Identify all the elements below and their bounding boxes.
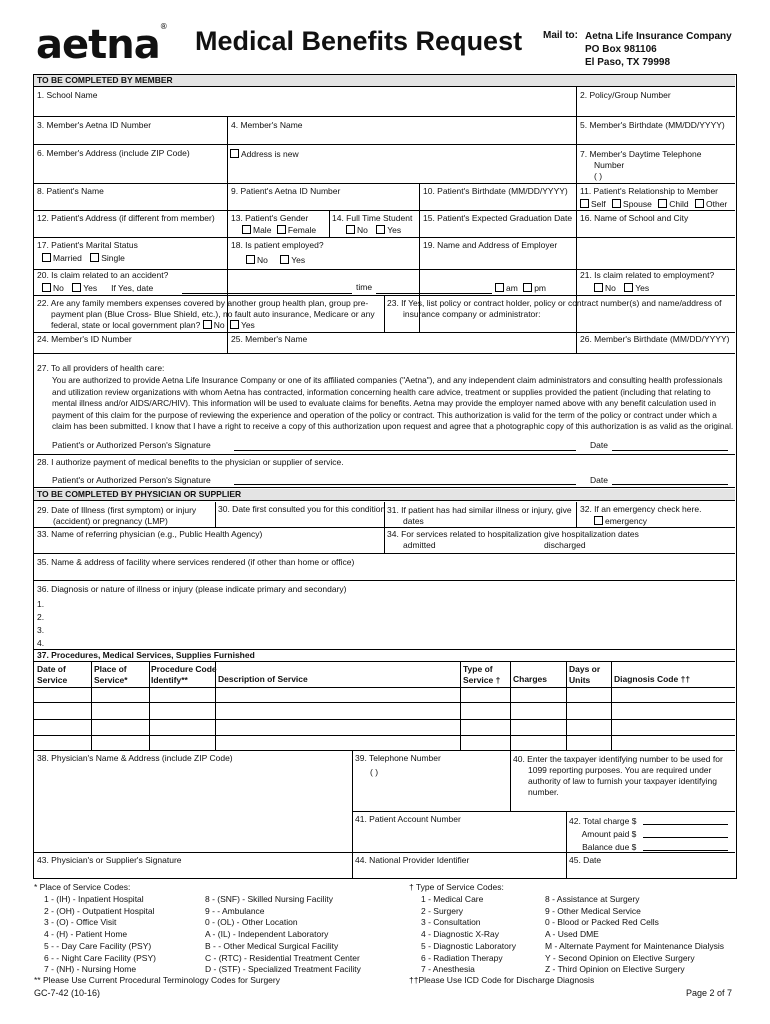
field-graduation-date[interactable]: 15. Patient's Expected Graduation Date xyxy=(423,213,573,223)
field-employer[interactable]: 19. Name and Address of Employer xyxy=(423,240,558,250)
section-physician-title: TO BE COMPLETED BY PHYSICIAN OR SUPPLIER xyxy=(37,489,242,499)
field-member-birthdate[interactable]: 5. Member's Birthdate (MM/DD/YYYY) xyxy=(580,120,725,130)
checkbox-icon[interactable] xyxy=(495,283,504,292)
field-patient-employed: 18. Is patient employed? xyxy=(231,240,324,250)
checkbox-icon[interactable] xyxy=(242,225,251,234)
checkbox-emergency[interactable]: emergency xyxy=(594,516,647,527)
field-school-name[interactable]: 1. School Name xyxy=(37,90,98,100)
checkbox-icon[interactable] xyxy=(594,283,603,292)
checkbox-icon[interactable] xyxy=(523,283,532,292)
col-days-units: Days or Units xyxy=(569,664,601,685)
field-patient-address[interactable]: 12. Patient's Address (if different from member) xyxy=(37,213,215,223)
field-member-id-2[interactable]: 24. Member's ID Number xyxy=(37,334,132,344)
gender-options[interactable]: Male Female xyxy=(242,225,316,236)
pos-codes-col1: 1 - (IH) - Inpatient Hospital 2 - (OH) - Outpatient Hospital 3 - (O) - Office Visit 4 - (H) - Patient Home 5 - - Day Care Facility (PSY) 6 - - Night Care Facility (PSY) 7 - (NH) - Nursing Home xyxy=(44,894,156,975)
field-patient-name[interactable]: 8. Patient's Name xyxy=(37,186,104,196)
field-patient-birthdate[interactable]: 10. Patient's Birthdate (MM/DD/YYYY) xyxy=(423,186,568,196)
total-charge-line[interactable] xyxy=(643,824,728,825)
checkbox-icon[interactable] xyxy=(246,255,255,264)
col-diagnosis-code: Diagnosis Code †† xyxy=(614,674,691,684)
pos-codes-title: * Place of Service Codes: xyxy=(34,882,131,892)
col-type-of-service: Type of Service † xyxy=(463,664,501,685)
mailing-address: Aetna Life Insurance Company PO Box 981106 El Paso, TX 79998 xyxy=(585,31,732,68)
date-line-1[interactable] xyxy=(612,450,728,451)
date-label-1: Date xyxy=(590,440,608,450)
checkbox-icon[interactable] xyxy=(658,199,667,208)
field-other-policy[interactable]: 23. If Yes, list policy or contract holder, policy or contract number(s) and name/address of insurance company or administrator: xyxy=(387,298,722,319)
field-telephone: 39. Telephone Number xyxy=(355,753,441,763)
tos-codes-title: † Type of Service Codes: xyxy=(409,882,504,892)
page-number: Page 2 of 7 xyxy=(686,988,733,998)
balance-due-line[interactable] xyxy=(643,850,728,851)
field-full-time-student: 14. Full Time Student xyxy=(332,213,413,223)
checkbox-icon[interactable] xyxy=(624,283,633,292)
field-emergency: 32. If an emergency check here. xyxy=(580,504,702,514)
signature-line-2[interactable] xyxy=(234,484,576,485)
charges-summary: 42. Total charge $ Amount paid $ Balance due $ xyxy=(569,816,637,852)
signature-label-2: Patient's or Authorized Person's Signature xyxy=(52,475,211,485)
field-taxpayer-id[interactable]: 40. Enter the taxpayer identifying number to be used for 1099 reporting purposes. You are required under authority of law to furnish your taxpayer identifying number. xyxy=(513,754,723,797)
field-account-number[interactable]: 41. Patient Account Number xyxy=(355,814,461,824)
signature-label-1: Patient's or Authorized Person's Signature xyxy=(52,440,211,450)
procedures-heading: 37. Procedures, Medical Services, Supplies Furnished xyxy=(37,650,255,660)
field-other-coverage: 22. Are any family members expenses covered by another group health plan, group pre- payment plan (Blue Cross- Blue Shield, etc.), no fault auto insurance, Medicare or any federal, state or local government plan? No Yes xyxy=(37,298,375,330)
accident-time-line[interactable] xyxy=(376,293,492,294)
checkbox-icon[interactable] xyxy=(42,283,51,292)
relationship-options[interactable]: Self Spouse Child Other xyxy=(580,199,727,210)
field-member-id[interactable]: 3. Member's Aetna ID Number xyxy=(37,120,152,130)
field-hospitalization: 34. For services related to hospitalization give hospitalization dates xyxy=(387,529,639,539)
field-member-name-2[interactable]: 25. Member's Name xyxy=(231,334,308,344)
authorization-heading: 27. To all providers of health care: xyxy=(37,363,165,373)
field-physician-signature[interactable]: 43. Physician's or Supplier's Signature xyxy=(37,855,182,865)
accident-time-label: time xyxy=(356,282,373,292)
checkbox-icon[interactable] xyxy=(580,199,589,208)
checkbox-icon[interactable] xyxy=(230,320,239,329)
ampm-options[interactable]: am pm xyxy=(495,283,546,294)
date-line-2[interactable] xyxy=(612,484,728,485)
field-referring-physician[interactable]: 33. Name of referring physician (e.g., Public Health Agency) xyxy=(37,529,263,539)
col-description: Description of Service xyxy=(218,674,308,684)
field-npi[interactable]: 44. National Provider Identifier xyxy=(355,855,470,865)
checkbox-icon[interactable] xyxy=(277,225,286,234)
tos-codes-col2: 8 - Assistance at Surgery 9 - Other Medical Service 0 - Blood or Packed Red Cells A - Used DME M - Alternate Payment for Maintenance Dialysis Y - Second Opinion on Elective Surgery Z - Third Opinion on Elective Surgery xyxy=(545,894,725,975)
field-policy-number[interactable]: 2. Policy/Group Number xyxy=(580,90,671,100)
date-label-2: Date xyxy=(590,475,608,485)
checkbox-address-new[interactable]: Address is new xyxy=(230,149,299,160)
field-diagnosis[interactable]: 36. Diagnosis or nature of illness or injury (please indicate primary and secondary) xyxy=(37,584,347,594)
form-code: GC-7-42 (10-16) xyxy=(34,988,101,998)
hospital-admitted[interactable]: admitted xyxy=(403,540,436,550)
tos-note: ††Please Use ICD Code for Discharge Diagnosis xyxy=(409,975,595,985)
field-employment-related: 21. Is claim related to employment? xyxy=(580,270,715,280)
checkbox-icon[interactable] xyxy=(72,283,81,292)
checkbox-icon[interactable] xyxy=(346,225,355,234)
mail-to-label: Mail to: xyxy=(543,30,578,41)
checkbox-icon[interactable] xyxy=(42,253,51,262)
form-title: Medical Benefits Request xyxy=(195,26,523,56)
telephone-input[interactable]: ( ) xyxy=(370,767,379,777)
field-patient-id[interactable]: 9. Patient's Aetna ID Number xyxy=(231,186,341,196)
field-date-45[interactable]: 45. Date xyxy=(569,855,602,865)
authorization-text: You are authorized to provide Aetna Life Insurance Company or one of its affiliated companies ("Aetna"), and any independent claim administrators and consulting health professionals and utilization review organizations with whom Aetna has contracted, information concerning health care advice, treatment or supplies provided the patient (including that relating to mental illness and/or AIDS/ARC/HIV). This information will be used to evaluate claims for benefits. Aetna may provide the employer named above with any benefit calculation used in payment of this claim for the purpose of reviewing the experience and operation of the policy or contract. This authorization is valid for the term of the policy or contract under which a claim has been submitted. I know that I have a right to receive a copy of this authorization upon request and agree that a photographic copy of this authorization is as valid as the original. xyxy=(52,375,734,431)
checkbox-icon[interactable] xyxy=(90,253,99,262)
field-relationship: 11. Patient's Relationship to Member xyxy=(580,186,719,196)
payment-authorization: 28. I authorize payment of medical benefits to the physician or supplier of service. xyxy=(37,457,344,467)
accident-options[interactable]: No Yes If Yes, date xyxy=(42,283,153,294)
col-place-of-service: Place of Service* xyxy=(94,664,128,685)
signature-line-1[interactable] xyxy=(234,450,576,451)
field-marital-status: 17. Patient's Marital Status xyxy=(37,240,138,250)
col-charges: Charges xyxy=(513,674,548,684)
pos-codes-col2: 8 - (SNF) - Skilled Nursing Facility 9 - - Ambulance 0 - (OL) - Other Location A - (IL) - Independent Laboratory B - - Other Medical Surgical Facility C - (RTC) - Residential Treatment Center D - (STF) - Specialized Treatment Facility xyxy=(205,894,361,975)
diagnosis-lines[interactable]: 1. 2. 3. 4. xyxy=(37,599,45,648)
pos-note: ** Please Use Current Procedural Terminology Codes for Surgery xyxy=(34,975,280,985)
employment-options[interactable]: No Yes xyxy=(594,283,649,294)
field-similar-illness[interactable]: 31. If patient has had similar illness or injury, give dates xyxy=(387,505,572,526)
col-procedure-code: Procedure Code Identify** xyxy=(151,664,217,685)
field-member-birthdate-2[interactable]: 26. Member's Birthdate (MM/DD/YYYY) xyxy=(580,334,730,344)
checkbox-icon[interactable] xyxy=(230,149,239,158)
aetna-logo: aetna® xyxy=(36,22,167,68)
employed-options[interactable]: No Yes xyxy=(246,255,305,266)
field-physician-address[interactable]: 38. Physician's Name & Address (include ZIP Code) xyxy=(37,753,233,763)
field-member-name[interactable]: 4. Member's Name xyxy=(231,120,303,130)
field-accident: 20. Is claim related to an accident? xyxy=(37,270,169,280)
checkbox-icon[interactable] xyxy=(612,199,621,208)
field-date-first-consulted[interactable]: 30. Date first consulted you for this condition xyxy=(218,504,386,514)
field-school-city[interactable]: 16. Name of School and City xyxy=(580,213,689,223)
field-gender: 13. Patient's Gender xyxy=(231,213,309,223)
student-options[interactable]: No Yes xyxy=(346,225,401,236)
field-date-of-illness[interactable]: 29. Date of Illness (first symptom) or injury (accident) or pregnancy (LMP) xyxy=(37,505,197,526)
field-facility[interactable]: 35. Name & address of facility where services rendered (if other than home or office) xyxy=(37,557,355,567)
checkbox-icon[interactable] xyxy=(376,225,385,234)
checkbox-icon[interactable] xyxy=(594,516,603,525)
marital-options[interactable]: Married Single xyxy=(42,253,125,264)
amount-paid-line[interactable] xyxy=(643,837,728,838)
section-member-title: TO BE COMPLETED BY MEMBER xyxy=(37,75,173,85)
tos-codes-col1: 1 - Medical Care 2 - Surgery 3 - Consultation 4 - Diagnostic X-Ray 5 - Diagnostic Laboratory 6 - Radiation Therapy 7 - Anesthesia xyxy=(421,894,516,975)
checkbox-icon[interactable] xyxy=(280,255,289,264)
checkbox-icon[interactable] xyxy=(695,199,704,208)
field-member-phone[interactable]: 7. Member's Daytime Telephone Number ( ) xyxy=(580,149,702,181)
field-member-address[interactable]: 6. Member's Address (include ZIP Code) xyxy=(37,148,190,158)
hospital-discharged[interactable]: discharged xyxy=(544,540,586,550)
checkbox-icon[interactable] xyxy=(203,320,212,329)
accident-date-line[interactable] xyxy=(182,293,352,294)
col-date-of-service: Date of Service xyxy=(37,664,68,685)
claim-form xyxy=(33,74,737,879)
